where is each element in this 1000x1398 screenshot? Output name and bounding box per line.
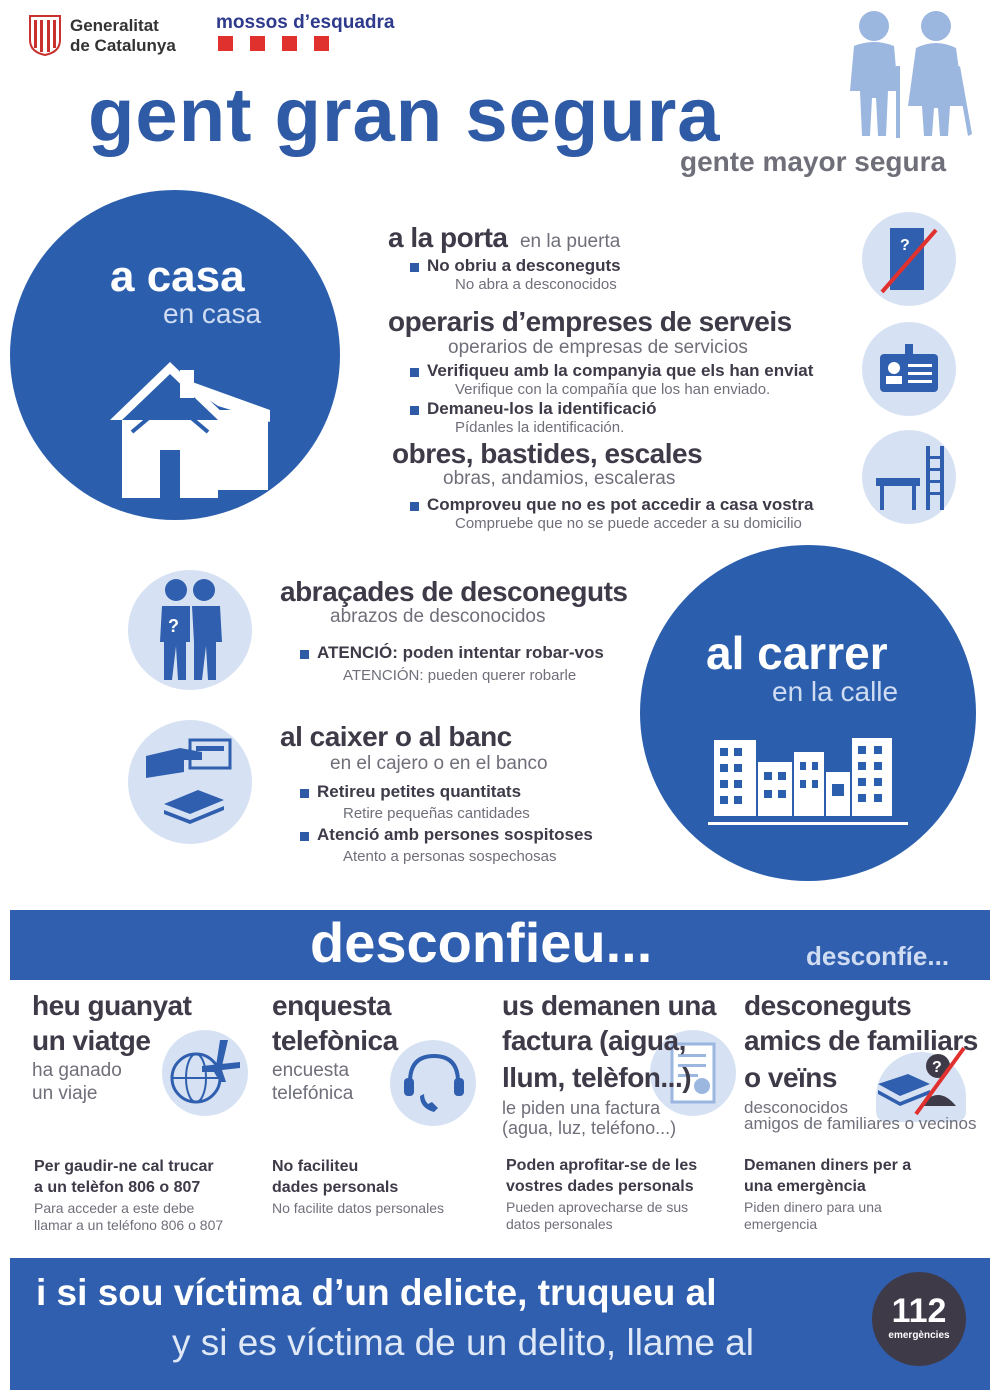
id-badge-icon <box>878 344 940 396</box>
bill-sub-l2: (agua, luz, teléfono...) <box>502 1118 677 1138</box>
atm-tip-1-es: Retire pequeñas cantidades <box>343 805 530 822</box>
bill-heading-l2: factura (aigua, <box>502 1025 686 1056</box>
door-heading: a la porta <box>388 222 508 253</box>
hugs-tip-attention: ATENCIÓ: <box>317 643 398 662</box>
bill-heading-l1: us demanen una <box>502 990 716 1021</box>
services-tip-2 <box>410 399 657 436</box>
services-tip-2-es: Pídanles la identificación. <box>455 419 625 436</box>
elderly-couple-icon <box>836 6 976 141</box>
bill-tip-l2: vostres dades personals <box>506 1178 694 1195</box>
emergency-label: emergències <box>888 1330 950 1341</box>
bill-tip-es-l2: datos personales <box>506 1216 613 1232</box>
survey-tip-l1: No faciliteu <box>272 1158 359 1175</box>
survey-sub-l1: encuesta <box>272 1060 350 1081</box>
trip-heading-l1: heu guanyat <box>32 990 192 1021</box>
services-tip-1-es: Verifique con la compañía que los han enviado. <box>455 381 771 398</box>
strangers-tip-l2: una emergència <box>744 1178 866 1195</box>
bullet-icon <box>300 832 309 841</box>
atm-tip-2 <box>300 825 593 865</box>
svg-text:?: ? <box>900 237 910 254</box>
bullet-icon <box>300 650 309 659</box>
hugs-tip-ca <box>317 643 604 663</box>
strangers-sub-l2: amigos de familiares o vecinos <box>744 1114 977 1133</box>
street-title: al carrer <box>706 627 888 679</box>
gov-name-line1: Generalitat <box>70 16 159 35</box>
survey-sub-l2: telefónica <box>272 1083 354 1104</box>
atm-heading: al caixer o al banc <box>280 721 512 752</box>
bullet-icon <box>300 789 309 798</box>
bullet-icon <box>410 263 419 272</box>
home-subtitle: en casa <box>163 298 262 329</box>
atm-tip-2-es: Atento a personas sospechosas <box>343 848 557 865</box>
police-logo <box>216 10 416 56</box>
trip-tip-es-l1: Para acceder a este debe <box>34 1200 195 1216</box>
emergency-number: 112 <box>891 1292 947 1330</box>
door-tip <box>410 256 621 293</box>
works-tip-ca: Comproveu que no es pot accedir a casa vostra <box>427 495 814 514</box>
distrust-subtitle: desconfíe... <box>806 941 950 971</box>
emergency-number-badge[interactable] <box>872 1272 966 1366</box>
hugs-tip-es: ATENCIÓN: pueden querer robarle <box>343 667 577 684</box>
hugs-tip-text: poden intentar robar-vos <box>402 643 604 662</box>
house-icon <box>100 350 280 500</box>
strangers-tip-es-l2: emergencia <box>744 1216 818 1232</box>
trip-tip-l2: a un telèfon 806 o 807 <box>34 1179 201 1196</box>
headset-phone-icon <box>398 1046 468 1120</box>
trip-sub-l2: un viaje <box>32 1083 98 1104</box>
footer-line-ca: i si sou víctima d’un delicte, truqueu al <box>36 1272 717 1313</box>
police-name: mossos d’esquadra <box>216 12 395 33</box>
services-tip-2-ca: Demaneu-los la identificació <box>427 399 657 418</box>
globe-plane-icon <box>166 1036 246 1110</box>
strangers-sub-l1: desconocidos <box>744 1098 848 1117</box>
trip-tip-es-l2: llamar a un teléfono 806 o 807 <box>34 1217 224 1233</box>
survey-heading-l1: enquesta <box>272 990 391 1021</box>
strangers-heading-l2: amics de familiars <box>744 1025 978 1056</box>
door-tip-es: No abra a desconocidos <box>455 276 617 293</box>
door-heading-es: en la puerta <box>519 231 621 252</box>
bullet-icon <box>410 502 419 511</box>
police-stripes <box>218 36 328 52</box>
trip-heading-l2: un viatge <box>32 1025 151 1056</box>
trip-tip-l1: Per gaudir-ne cal trucar <box>34 1158 214 1175</box>
services-heading: operaris d’empreses de serveis <box>388 306 792 337</box>
hugs-heading: abraçades de desconeguts <box>280 576 628 607</box>
svg-text:?: ? <box>168 616 179 636</box>
hugs-tip <box>300 643 604 684</box>
survey-tip-es-l1: No facilite datos personales <box>272 1200 444 1216</box>
services-tip-1 <box>410 361 813 398</box>
bill-heading-l3: llum, telèfon...) <box>502 1062 692 1093</box>
bill-tip-es-l1: Pueden aprovecharse de sus <box>506 1199 689 1215</box>
trip-sub-l1: ha ganado <box>32 1060 122 1081</box>
footer-line-es: y si es víctima de un delito, llame al <box>172 1322 754 1363</box>
bill-sub-l1: le piden una factura <box>502 1098 661 1118</box>
strangers-heading-l3: o veïns <box>744 1062 837 1093</box>
works-tip <box>410 495 813 532</box>
barrier-ladder-icon <box>872 444 948 514</box>
door-tip-ca: No obriu a desconeguts <box>427 256 621 275</box>
atm-heading-es: en el cajero o en el banco <box>330 753 548 774</box>
gov-name-line2: de Catalunya <box>70 36 176 55</box>
atm-tip-1-ca: Retireu petites quantitats <box>317 782 522 801</box>
atm-tip-1 <box>300 782 530 822</box>
survey-heading-l2: telefònica <box>272 1025 398 1056</box>
catalonia-shield-icon <box>28 14 62 56</box>
bullet-icon <box>410 406 419 415</box>
strangers-tip-l1: Demanen diners per a <box>744 1157 912 1174</box>
gov-logo <box>28 12 198 58</box>
street-subtitle: en la calle <box>772 676 899 707</box>
city-buildings-icon <box>708 732 908 832</box>
atm-tip-2-ca: Atenció amb persones sospitoses <box>317 825 593 844</box>
works-heading-es: obras, andamios, escaleras <box>443 468 676 489</box>
survey-tip-l2: dades personals <box>272 1179 399 1196</box>
atm-card-icon <box>144 738 240 828</box>
strangers-heading-l1: desconeguts <box>744 990 912 1021</box>
services-tip-1-ca: Verifiqueu amb la companyia que els han enviat <box>427 361 814 380</box>
works-heading: obres, bastides, escales <box>392 438 703 469</box>
page-title: gent gran segura <box>88 73 721 158</box>
bill-tip-l1: Poden aprofitar-se de les <box>506 1157 698 1174</box>
home-title: a casa <box>110 252 245 301</box>
svg-text:?: ? <box>932 1059 942 1076</box>
works-tip-es: Compruebe que no se puede acceder a su domicilio <box>455 515 802 532</box>
strangers-tip-es-l1: Piden dinero para una <box>744 1199 882 1215</box>
hugging-people-icon <box>150 576 230 682</box>
bullet-icon <box>410 368 419 377</box>
door-forbidden-icon <box>880 224 940 294</box>
services-heading-es: operarios de empresas de servicios <box>448 337 748 358</box>
hugs-heading-es: abrazos de desconocidos <box>330 606 546 627</box>
distrust-title: desconfieu... <box>310 911 653 974</box>
page-subtitle: gente mayor segura <box>680 146 947 177</box>
